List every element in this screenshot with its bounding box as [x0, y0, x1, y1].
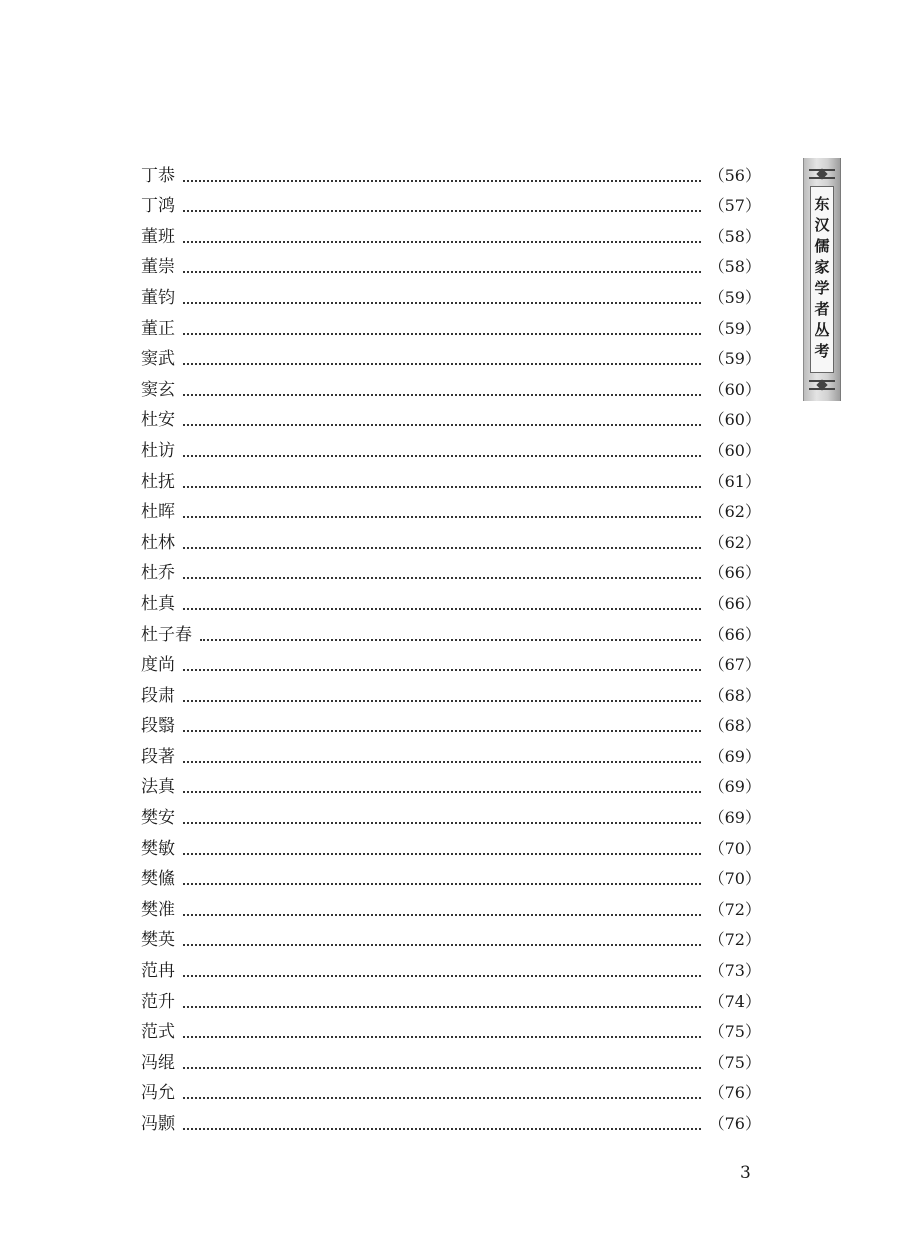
toc-entry-name: 冯颢 [141, 1114, 175, 1134]
toc-dot-leader [183, 271, 701, 273]
toc-dot-leader [183, 853, 701, 855]
toc-entry-name: 董崇 [141, 257, 175, 278]
toc-entry[interactable] [141, 187, 761, 218]
toc-entry-page: （68） [708, 716, 761, 736]
toc-dot-leader [183, 669, 701, 671]
toc-entry-name: 范式 [141, 1022, 175, 1043]
toc-entry-name: 樊鯈 [141, 869, 175, 890]
ornament-bottom-icon [809, 377, 835, 393]
toc-entry-name: 丁恭 [141, 165, 175, 186]
toc-dot-leader [183, 1097, 701, 1099]
toc-dot-leader [183, 180, 701, 182]
toc-entry-page: （60） [708, 410, 761, 430]
toc-entry-page: （73） [708, 961, 761, 981]
toc-dot-leader [200, 639, 701, 641]
toc-entry[interactable] [141, 309, 761, 340]
toc-entry[interactable] [141, 829, 761, 860]
toc-dot-leader [183, 210, 701, 212]
toc-entry-page: （76） [708, 1114, 761, 1133]
toc-dot-leader [183, 914, 701, 916]
toc-entry-page: （56） [708, 165, 761, 185]
toc-entry[interactable] [141, 401, 761, 432]
toc-entry-page: （75） [708, 1052, 761, 1072]
toc-entry-page: （69） [708, 746, 761, 766]
toc-entry-page: （59） [708, 349, 761, 369]
toc-entry-page: （59） [708, 318, 761, 338]
toc-entry[interactable] [141, 1074, 761, 1105]
toc-dot-leader [183, 1006, 701, 1008]
toc-entry-name: 度尚 [141, 655, 175, 676]
toc-entry-name: 杜安 [141, 410, 175, 431]
toc-entry[interactable] [141, 1104, 761, 1135]
toc-entry[interactable] [141, 584, 761, 615]
toc-entry[interactable] [141, 523, 761, 554]
toc-entry[interactable] [141, 707, 761, 738]
toc-entry-page: （69） [708, 808, 761, 828]
toc-entry[interactable] [141, 217, 761, 248]
toc-entry-name: 杜真 [141, 593, 175, 614]
toc-entry[interactable] [141, 646, 761, 677]
toc-entry[interactable] [141, 982, 761, 1013]
toc-entry-name: 樊英 [141, 930, 175, 951]
toc-entry-page: （59） [708, 287, 761, 307]
toc-entry[interactable] [141, 340, 761, 371]
toc-entry[interactable] [141, 554, 761, 585]
toc-dot-leader [183, 1128, 701, 1130]
toc-dot-leader [183, 944, 701, 946]
toc-entry-page: （66） [708, 624, 761, 644]
toc-entry-page: （74） [708, 991, 761, 1011]
toc-dot-leader [183, 791, 701, 793]
toc-entry-page: （72） [708, 930, 761, 950]
toc-entry-name: 董班 [141, 226, 175, 247]
toc-entry[interactable] [141, 798, 761, 829]
toc-dot-leader [183, 363, 701, 365]
book-title: 东汉儒家学者丛考 [812, 195, 831, 364]
toc-entry[interactable] [141, 676, 761, 707]
toc-entry-name: 董钧 [141, 287, 175, 308]
toc-entry-page: （67） [708, 655, 761, 675]
toc-entry[interactable] [141, 370, 761, 401]
toc-entry[interactable] [141, 768, 761, 799]
toc-dot-leader [183, 608, 701, 610]
toc-entry-name: 范升 [141, 991, 175, 1012]
toc-entry-page: （66） [708, 563, 761, 583]
ornament-top-icon [809, 166, 835, 182]
toc-entry-name: 董正 [141, 318, 175, 339]
toc-entry[interactable] [141, 860, 761, 891]
toc-entry-name: 樊敏 [141, 838, 175, 859]
toc-dot-leader [183, 333, 701, 335]
toc-entry[interactable] [141, 921, 761, 952]
toc-entry[interactable] [141, 615, 761, 646]
toc-entry[interactable] [141, 156, 761, 187]
toc-dot-leader [183, 730, 701, 732]
toc-entry-name: 杜晖 [141, 502, 175, 523]
toc-entry-name: 冯绲 [141, 1052, 175, 1073]
book-title-frame [810, 186, 834, 373]
toc-entry-page: （57） [708, 196, 761, 216]
toc-entry-page: （60） [708, 379, 761, 399]
toc-entry[interactable] [141, 737, 761, 768]
toc-entry-page: （72） [708, 899, 761, 919]
toc-dot-leader [183, 975, 701, 977]
toc-entry-name: 杜乔 [141, 563, 175, 584]
toc-dot-leader [183, 424, 701, 426]
toc-entry[interactable] [141, 248, 761, 279]
toc-entry[interactable] [141, 431, 761, 462]
toc-entry-name: 丁鸿 [141, 196, 175, 217]
toc-entry-page: （70） [708, 869, 761, 889]
toc-entry-name: 法真 [141, 777, 175, 798]
toc-entry-name: 窦武 [141, 349, 175, 370]
toc-entry-name: 杜抚 [141, 471, 175, 492]
toc-entry-name: 段肃 [141, 685, 175, 706]
toc-entry-page: （60） [708, 440, 761, 460]
toc-entry-page: （76） [708, 1083, 761, 1103]
toc-entry[interactable] [141, 951, 761, 982]
toc-entry[interactable] [141, 1043, 761, 1074]
toc-entry-name: 杜林 [141, 532, 175, 553]
toc-dot-leader [183, 1036, 701, 1038]
toc-entry-page: （68） [708, 685, 761, 705]
toc-entry-page: （70） [708, 838, 761, 858]
page-number: 3 [740, 1163, 751, 1183]
toc-entry-name: 段著 [141, 746, 175, 767]
toc-entry-page: （66） [708, 593, 761, 613]
toc-dot-leader [183, 302, 701, 304]
toc-entry-name: 樊准 [141, 899, 175, 920]
toc-entry-name: 樊安 [141, 808, 175, 829]
toc-entry[interactable] [141, 1013, 761, 1044]
toc-entry-page: （75） [708, 1022, 761, 1042]
toc-entry-name: 段翳 [141, 716, 175, 737]
toc-entry[interactable] [141, 462, 761, 493]
toc-dot-leader [183, 241, 701, 243]
toc-entry[interactable] [141, 278, 761, 309]
toc-entry-page: （61） [708, 471, 761, 491]
toc-entry-page: （69） [708, 777, 761, 797]
toc-entry-page: （62） [708, 502, 761, 522]
table-of-contents [141, 156, 761, 1135]
toc-dot-leader [183, 761, 701, 763]
toc-entry-page: （62） [708, 532, 761, 552]
toc-entry-name: 杜子春 [141, 624, 192, 645]
toc-dot-leader [183, 455, 701, 457]
book-title-tab [803, 158, 841, 401]
toc-dot-leader [183, 700, 701, 702]
toc-entry-name: 范冉 [141, 961, 175, 982]
toc-dot-leader [183, 883, 701, 885]
toc-entry[interactable] [141, 890, 761, 921]
toc-entry-name: 杜访 [141, 440, 175, 461]
toc-entry-name: 窦玄 [141, 379, 175, 400]
toc-entry[interactable] [141, 493, 761, 524]
toc-dot-leader [183, 577, 701, 579]
toc-entry-page: （58） [708, 257, 761, 277]
toc-dot-leader [183, 486, 701, 488]
toc-entry-page: （58） [708, 226, 761, 246]
toc-dot-leader [183, 516, 701, 518]
toc-dot-leader [183, 822, 701, 824]
toc-dot-leader [183, 394, 701, 396]
toc-dot-leader [183, 547, 701, 549]
toc-entry-name: 冯允 [141, 1083, 175, 1104]
toc-dot-leader [183, 1067, 701, 1069]
